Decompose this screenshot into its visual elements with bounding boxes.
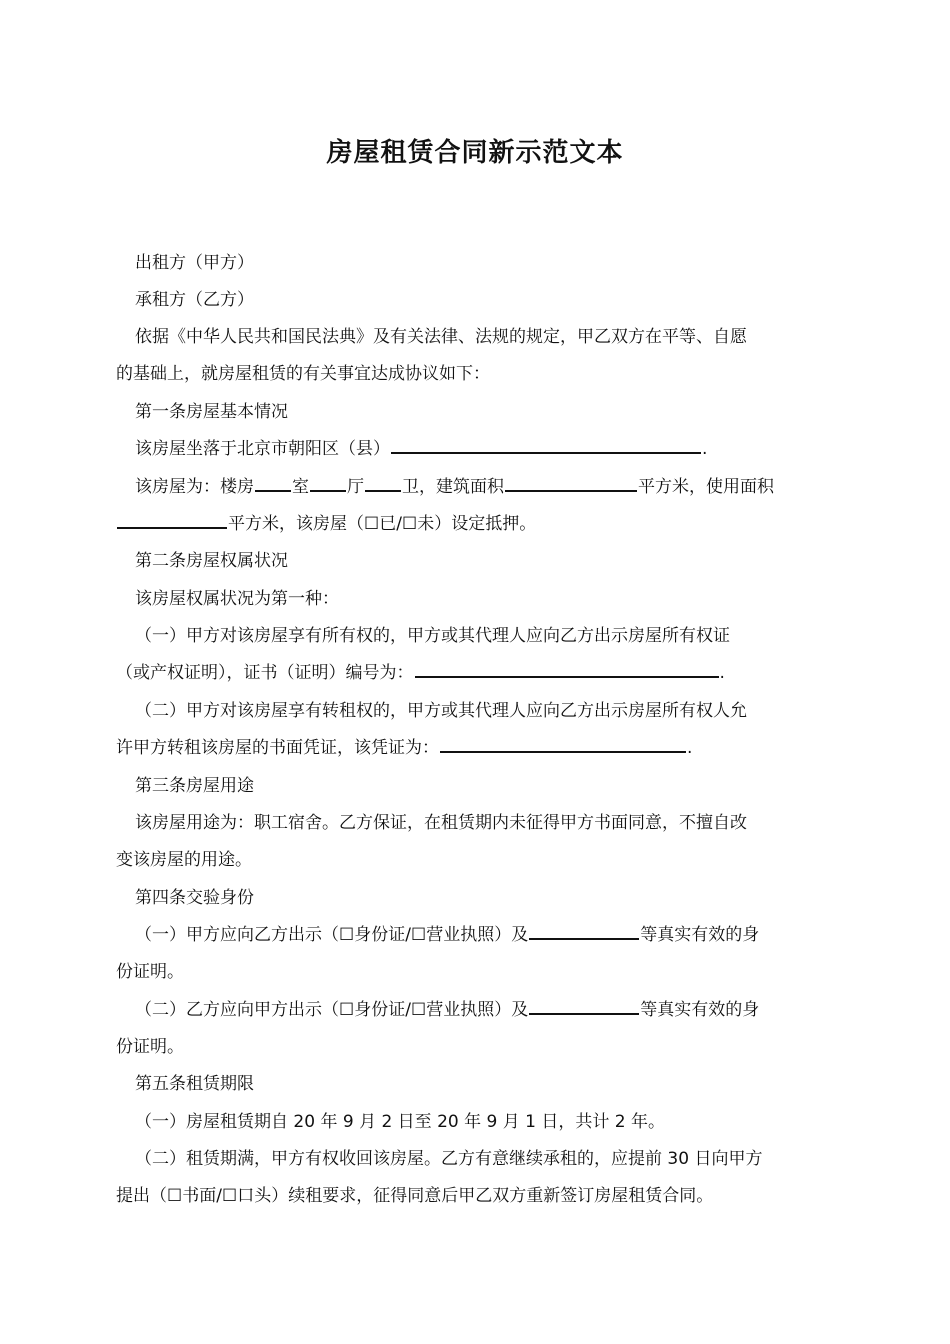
- article-4-item-1-line-2: 份证明。: [116, 962, 184, 982]
- article-5-item-2-line-2: 提出（☐书面/☐口头）续租要求，征得同意后甲乙双方重新签订房屋租赁合同。: [116, 1186, 714, 1206]
- article-4-item-1-line-1: [135, 923, 759, 947]
- article-2-heading: 第二条房屋权属状况: [135, 551, 288, 571]
- article-3-heading: 第三条房屋用途: [135, 776, 254, 796]
- article-1-layout-line-2: [116, 512, 536, 536]
- hall-count-blank[interactable]: [310, 476, 346, 492]
- layout-label-building: 该房屋为：楼房: [135, 477, 254, 497]
- usable-area-blank[interactable]: [117, 513, 227, 529]
- building-area-blank[interactable]: [505, 476, 637, 492]
- article-4-item-2-line-1: [135, 998, 759, 1022]
- mortgage-text: 平方米，该房屋（☐已/☐未）设定抵押。: [228, 514, 537, 534]
- layout-label-room: 室: [292, 477, 309, 497]
- intro-line-1: 依据《中华人民共和国民法典》及有关法律、法规的规定，甲乙双方在平等、自愿: [135, 327, 747, 347]
- article-5-heading: 第五条租赁期限: [135, 1074, 254, 1094]
- article-1-location: [135, 437, 707, 461]
- id-doc-blank-b[interactable]: [529, 999, 639, 1015]
- article-1-layout-line-1: [135, 475, 774, 499]
- room-count-blank[interactable]: [255, 476, 291, 492]
- article-2-item-2-line-2: [116, 736, 692, 760]
- voucher-blank[interactable]: [440, 737, 686, 753]
- id-suffix-a: 等真实有效的身: [640, 925, 760, 945]
- article-5-item-1: （一）房屋租赁期自 20 年 9 月 2 日至 20 年 9 月 1 日，共计 2 年。: [135, 1112, 665, 1132]
- article-1-heading: 第一条房屋基本情况: [135, 402, 288, 422]
- article-5-item-2-line-1: （二）租赁期满，甲方有权收回该房屋。乙方有意继续承租的，应提前 30 日向甲方: [135, 1149, 763, 1169]
- article-4-item-2-line-2: 份证明。: [116, 1037, 184, 1057]
- article-2-item-1-line-2: [116, 661, 725, 685]
- layout-label-usable-area: 平方米，使用面积: [638, 477, 774, 497]
- bath-count-blank[interactable]: [365, 476, 401, 492]
- party-b-line: 承租方（乙方）: [135, 290, 254, 310]
- layout-label-hall: 厅: [347, 477, 364, 497]
- article-2-item-2-line-1: （二）甲方对该房屋享有转租权的，甲方或其代理人应向乙方出示房屋所有权人允: [135, 701, 747, 721]
- id-label-a: （一）甲方应向乙方出示（☐身份证/☐营业执照）及: [135, 925, 529, 945]
- id-suffix-b: 等真实有效的身: [640, 1000, 760, 1020]
- period: .: [687, 738, 693, 758]
- article-2-intro: 该房屋权属状况为第一种：: [135, 589, 339, 609]
- article-3-line-2: 变该房屋的用途。: [116, 850, 252, 870]
- location-label: 该房屋坐落于北京市朝阳区（县）: [135, 439, 390, 459]
- location-blank[interactable]: [391, 438, 701, 454]
- id-label-b: （二）乙方应向甲方出示（☐身份证/☐营业执照）及: [135, 1000, 529, 1020]
- intro-line-2: 的基础上，就房屋租赁的有关事宜达成协议如下：: [116, 364, 490, 384]
- layout-label-area: 卫，建筑面积: [402, 477, 504, 497]
- certificate-number-blank[interactable]: [415, 662, 719, 678]
- certificate-label: （或产权证明），证书（证明）编号为：: [116, 663, 414, 683]
- period: .: [702, 439, 708, 459]
- id-doc-blank-a[interactable]: [529, 924, 639, 940]
- article-2-item-1-line-1: （一）甲方对该房屋享有所有权的，甲方或其代理人应向乙方出示房屋所有权证: [135, 626, 730, 646]
- party-a-line: 出租方（甲方）: [135, 253, 254, 273]
- document-title: 房屋租赁合同新示范文本: [326, 138, 624, 168]
- voucher-label: 许甲方转租该房屋的书面凭证，该凭证为：: [116, 738, 439, 758]
- article-3-line-1: 该房屋用途为：职工宿舍。乙方保证，在租赁期内未征得甲方书面同意，不擅自改: [135, 813, 747, 833]
- article-4-heading: 第四条交验身份: [135, 888, 254, 908]
- period: .: [719, 663, 725, 683]
